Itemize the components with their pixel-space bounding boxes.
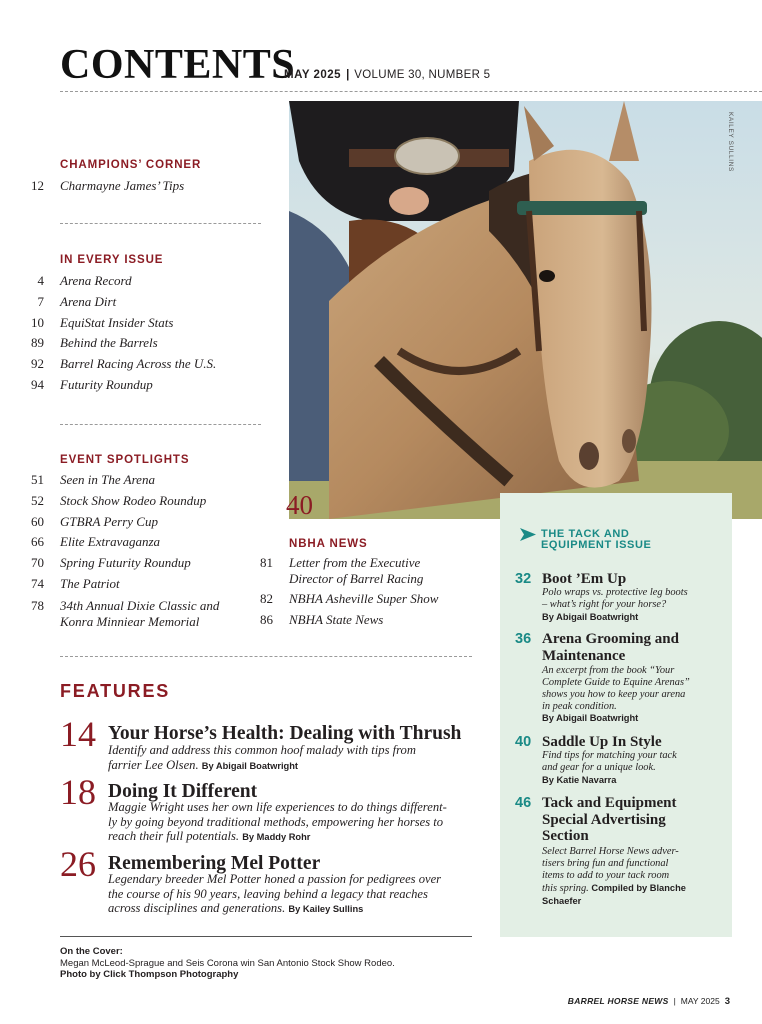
feature-description [108,743,476,773]
section-heading-nbha-news: NBHA NEWS [289,538,368,550]
sidebar-title-line: Section [542,828,589,844]
event-spotlights-list [26,470,219,630]
list-item[interactable] [26,553,219,574]
page-number: 86 [260,611,273,627]
page-number: 70 [31,555,44,571]
entry-title: NBHA State News [289,611,384,627]
feature-description-line: farrier Lee Olsen. [108,757,199,772]
sidebar-item[interactable] [515,632,725,727]
page-number: 81 [260,555,273,570]
sidebar-item-title [542,795,722,845]
sidebar-description-line: tisers bring fun and functional [542,858,669,869]
feature-description-line: reach their full potentials. [108,829,240,844]
list-item[interactable] [255,589,438,610]
feature-description [108,872,476,917]
page-number: 94 [31,376,44,392]
photo-page-number: 40 [286,490,313,520]
list-item[interactable] [26,470,219,491]
sidebar-page-number: 46 [515,795,532,811]
section-heading-features: FEATURES [60,681,171,701]
feature-description-line: Identify and address this common hoof malady with tips from [108,743,416,757]
page-number: 92 [31,356,44,372]
page-number: 78 [31,597,44,613]
feature-item[interactable] [60,774,480,844]
sidebar-page-number: 36 [515,631,532,647]
sidebar-heading-line: EQUIPMENT ISSUE [541,539,652,551]
feature-byline: By Maddy Rohr [242,832,311,843]
sidebar-description-line: shows you how to keep your arena [542,689,686,700]
section-heading-champions-corner: CHAMPIONS’ CORNER [60,159,202,171]
arrow-icon [520,528,536,541]
sidebar-item-byline: Compiled by Blanche [591,883,686,893]
page-number: 82 [260,591,273,606]
feature-byline: By Abigail Boatwright [201,760,299,771]
page-number: 4 [37,273,44,288]
list-item[interactable] [26,375,216,396]
entry-title: Stock Show Rodeo Roundup [60,492,207,508]
entry-title: EquiStat Insider Stats [60,314,174,330]
sidebar-item-title [542,734,722,751]
page-number: 12 [31,178,44,193]
sidebar-title-line: Arena Grooming and [542,631,679,647]
entry-title [289,555,423,587]
footer-publication: BARREL HORSE NEWS [567,996,669,1006]
sidebar-description-line: items to add to your tack room [542,870,670,881]
issue-volume: VOLUME 30, NUMBER 5 [354,69,491,81]
list-item[interactable] [26,271,216,292]
entry-title [60,598,219,630]
sidebar-item-description [542,846,722,908]
section-divider [60,656,472,657]
section-heading-event-spotlights: EVENT SPOTLIGHTS [60,454,190,466]
feature-page-number: 14 [60,714,96,754]
feature-item[interactable] [60,846,480,916]
sidebar-item-description [542,587,722,611]
page-number: 89 [31,335,44,351]
page-number: 51 [31,472,44,487]
sidebar-item[interactable] [515,735,725,789]
sidebar-description-line: An excerpt from the book “Your [542,665,675,676]
list-item[interactable] [26,292,216,313]
feature-title: Your Horse’s Health: Dealing with Thrush [108,723,462,744]
entry-title: GTBRA Perry Cup [60,513,158,529]
page-number: 66 [31,534,44,550]
footer-separator: | [673,996,676,1006]
list-item[interactable] [26,512,219,533]
entry-title: Futurity Roundup [60,376,153,392]
footer-page-number: 3 [724,996,730,1007]
sidebar-item-byline: By Abigail Boatwright [542,713,639,723]
feature-page-number: 26 [60,844,96,884]
sidebar-heading-line: THE TACK AND [541,528,630,540]
cover-photo [289,101,762,519]
sidebar-title-line: Tack and Equipment [542,795,677,811]
entry-title: Charmayne James’ Tips [60,178,185,193]
page-number: 60 [31,513,44,529]
sidebar-item-title [542,631,722,664]
sidebar-page-number: 40 [515,734,532,750]
entry-title-line: 34th Annual Dixie Classic and [60,597,220,613]
cover-text: Megan McLeod-Sprague and Seis Corona win San Antonio Stock Show Rodeo. [60,957,395,969]
feature-title: Doing It Different [108,781,258,802]
entry-title-line: Letter from the Executive [289,555,421,570]
list-item[interactable] [26,354,216,375]
page-number: 74 [31,575,44,591]
feature-description-line: Maggie Wright uses her own life experiences to do things different- [108,800,447,814]
sidebar-description-line: – what’s right for your horse? [542,599,667,610]
sidebar-description-line: in peak condition. [542,701,617,712]
feature-description [108,800,476,845]
section-divider [60,223,261,224]
feature-description-line: across disciplines and generations. [108,901,286,916]
sidebar-item-title [542,571,722,588]
entry-title: The Patriot [60,575,120,591]
issue-separator: | [346,69,350,81]
footer-month: MAY 2025 [680,996,720,1006]
sidebar-description-line: this spring. [542,883,589,894]
sidebar-heading [541,529,651,551]
photo-credit: KAILEY SULLINS [727,112,734,172]
sidebar-title-line: Maintenance [542,647,626,664]
cover-divider [60,936,472,937]
sidebar-item-description [542,750,722,774]
entry-title-line: Director of Barrel Racing [289,571,424,586]
sidebar-title-line: Special Advertising [542,811,666,828]
list-item[interactable] [26,574,219,595]
sidebar-page-number: 32 [515,571,532,587]
sidebar-item[interactable] [515,796,725,906]
cover-heading: On the Cover: [60,946,123,957]
page-footer [568,997,730,1007]
list-item[interactable] [26,313,216,334]
sidebar-description-line: Polo wraps vs. protective leg boots [542,587,688,598]
sidebar-item[interactable] [515,572,725,626]
sidebar-description-line: Select Barrel Horse News adver- [542,846,679,857]
feature-description-line: ly by going beyond traditional methods, empowering her horses to [108,814,444,829]
sidebar-title-line: Saddle Up In Style [542,734,662,750]
entry-title: Barrel Racing Across the U.S. [60,356,217,372]
feature-description-line: the course of his 90 years, leaving behind a legacy that reaches [108,886,428,901]
sidebar-description-line: Find tips for matching your tack [542,750,677,761]
sidebar-description-line: Complete Guide to Equine Arenas” [542,677,690,688]
entry-title-line: Konra Minniear Memorial [60,613,200,629]
page-number: 7 [37,293,44,309]
list-item[interactable] [255,610,438,631]
sidebar-item-byline: By Abigail Boatwright [542,612,639,622]
list-item[interactable] [26,491,219,512]
champions-corner-list [26,176,184,197]
feature-page-number: 18 [60,772,96,812]
list-item[interactable] [26,532,219,553]
sidebar-item-byline: By Katie Navarra [542,775,617,785]
section-heading-every-issue: IN EVERY ISSUE [60,254,164,266]
list-item[interactable] [26,598,219,630]
entry-title: Spring Futurity Roundup [60,555,191,571]
page-number: 10 [31,314,44,330]
entry-title: Arena Record [60,273,132,288]
entry-title: Behind the Barrels [60,335,158,351]
sidebar-title-line: Boot ’Em Up [542,571,627,587]
header-divider [60,91,762,92]
cover-caption [60,946,480,981]
nbha-news-list [255,555,438,631]
issue-month: MAY 2025 [284,69,342,81]
entry-title: Seen in The Arena [60,472,155,487]
every-issue-list [26,271,216,396]
list-item[interactable] [26,176,184,197]
sidebar-description-line: and gear for a unique look. [542,762,656,773]
entry-title: Elite Extravaganza [60,534,161,550]
feature-item[interactable] [60,716,480,776]
section-divider [60,424,261,425]
entry-title: Arena Dirt [60,293,117,309]
list-item[interactable] [26,333,216,354]
entry-title: NBHA Asheville Super Show [289,591,439,606]
cover-photo-credit: Photo by Click Thompson Photography [60,969,239,980]
sidebar-item-byline: Schaefer [542,896,582,906]
issue-info [284,70,490,82]
feature-description-line: Legendary breeder Mel Potter honed a passion for pedigrees over [108,872,442,886]
page-title: CONTENTS [60,42,296,88]
sidebar-item-description [542,665,722,713]
feature-byline: By Kailey Sullins [288,904,364,915]
page-number: 52 [31,492,44,508]
list-item[interactable] [255,555,438,587]
feature-title: Remembering Mel Potter [108,853,321,874]
